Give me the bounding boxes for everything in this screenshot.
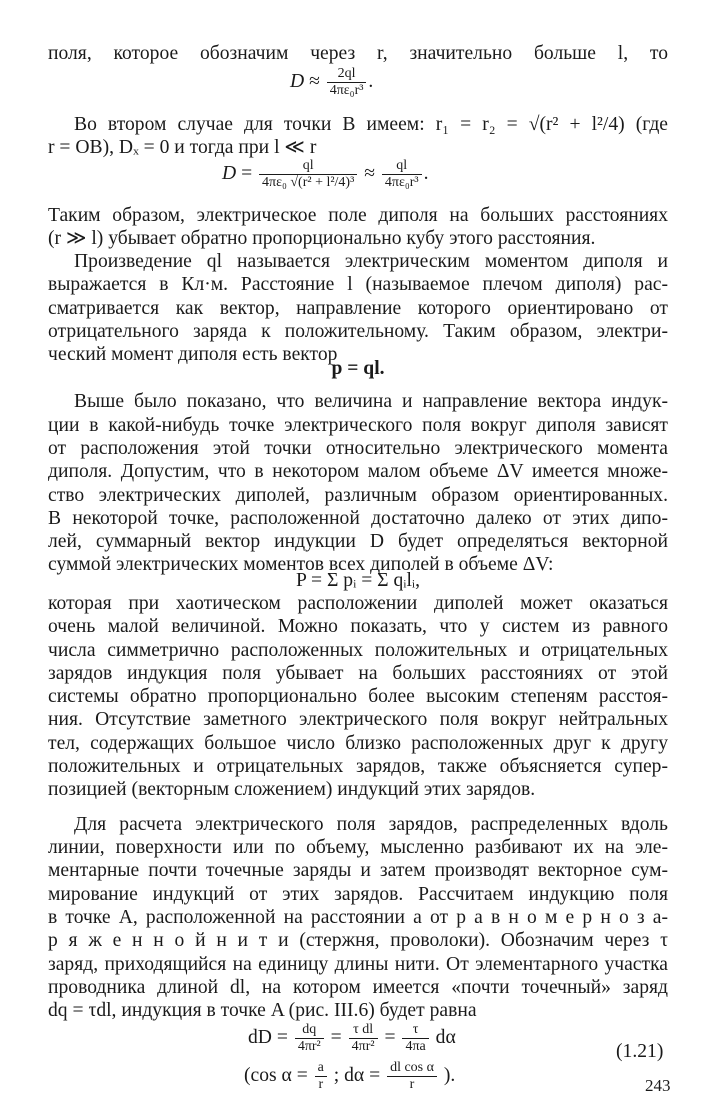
text-line: в точке A, расположенной на расстоянии a от р а в н о м е р н о з а- xyxy=(48,907,668,928)
equation-total-moment: P = Σ pᵢ = Σ qᵢlᵢ, xyxy=(295,570,421,591)
text-line: r = OB), Dₓ = 0 и тогда при l ≪ r xyxy=(48,137,317,158)
text-line: проводника длиной dl, на котором имеется «почти точечный» заряд xyxy=(48,977,668,998)
page-number: 243 xyxy=(645,1076,671,1095)
text-line: Произведение ql называется электрическим моментом диполя и xyxy=(74,251,668,272)
text-line: ство электрических диполей, различным образом ориентированных. xyxy=(48,485,668,506)
text-line: заряд, приходящийся на единицу длины нити. От элементарного участка xyxy=(48,954,668,975)
text-line: линии, поверхности или по объему, мысленно разбивают их на эле- xyxy=(48,837,668,858)
text-line: р я ж е н н о й н и т и (стержня, проволоки). Обозначим через τ xyxy=(48,930,668,951)
text-line: мирование индукций от этих зарядов. Рассчитаем индукцию поля xyxy=(48,884,668,905)
text-line: суммой электрических моментов всех диполей в объеме ΔV: xyxy=(48,554,554,575)
text-line: Для расчета электрического поля зарядов, распределенных вдоль xyxy=(74,814,668,835)
text-line: ментарные почти точечные заряды и затем производят векторное сум- xyxy=(48,860,668,881)
text-line: В некоторой точке, расположенной достаточно далеко от этих дипо- xyxy=(48,508,668,529)
text-line: позицией (векторным сложением) индукций этих зарядов. xyxy=(48,779,536,800)
equation-dipole-axis: D ≈ $\frac{2ql}{\text{4πε₀r³}}$ . xyxy=(290,66,374,98)
text-line: отрицательного заряда к положительному. Таким образом, электри- xyxy=(48,321,668,342)
equation-number: (1.21) xyxy=(616,1041,664,1062)
text-line: зарядов индукция поля убывает на больших расстояниях от этой xyxy=(48,663,668,684)
text-line: сматривается как вектор, направление которого ориентировано от xyxy=(48,298,668,319)
equation-dD: dD = $\frac{dq}{\text{4πr²}}$ = $\frac{\text{τ dl}}{\text{4πr²}}$ = $\frac{\tau}{4\pi a}$ dα xyxy=(248,1022,456,1054)
text-line: очень малой величиной. Можно показать, что у систем из равного xyxy=(48,616,668,637)
text-line: лей, суммарный вектор индукции D будет определяться векторной xyxy=(48,531,668,552)
text-line: ческий момент диполя есть вектор xyxy=(48,344,338,365)
text-line: ции в какой-нибудь точке электрического поля вокруг диполя зависят xyxy=(48,415,668,436)
text-line: Выше было показано, что величина и направление вектора индук- xyxy=(74,391,668,412)
text-line: которая при хаотическом расположении диполей может оказаться xyxy=(48,593,668,614)
text-line: поля, которое обозначим через r, значительно больше l, то xyxy=(48,43,668,64)
text-line: ния. Отсутствие заметного электрического поля вокруг нейтральных xyxy=(48,709,668,730)
equation-dipole-perpendicular: D = $\frac{ql}{\text{4πε₀ √(r² + l²/4)³}}$ ≈ $\frac{ql}{\text{4πε₀r³}}$ . xyxy=(222,158,429,190)
text-line: числа симметрично расположенных положительных и отрицательных xyxy=(48,640,668,661)
equation-cos: (cos α = $\frac{a}{r}$ ; dα = $\frac{\text{dl cos α}}{r}$ ). xyxy=(244,1060,456,1092)
text-line: (r ≫ l) убывает обратно пропорционально кубу этого расстояния. xyxy=(48,228,596,249)
text-line: системы обратно пропорционально более высоким степеням расстоя- xyxy=(48,686,668,707)
text-line: выражается в Кл·м. Расстояние l (называемое плечом диполя) рас- xyxy=(48,274,668,295)
equation-dipole-moment: p = ql. xyxy=(331,358,385,379)
text-line: dq = τdl, индукция в точке A (рис. III.6) будет равна xyxy=(48,1000,477,1021)
text-line: Во втором случае для точки B имеем: r₁ = r₂ = √(r² + l²/4) (где xyxy=(74,114,668,135)
text-line: тел, содержащих большое число близко расположенных друг к другу xyxy=(48,733,668,754)
text-line: от расположения этой точки относительно электрического момента xyxy=(48,438,668,459)
text-line: Таким образом, электрическое поле диполя на больших расстояниях xyxy=(48,205,668,226)
text-line: диполя. Допустим, что в некотором малом объеме ΔV имеется множе- xyxy=(48,461,668,482)
text-line: положительных и отрицательных зарядов, также объясняется супер- xyxy=(48,756,668,777)
